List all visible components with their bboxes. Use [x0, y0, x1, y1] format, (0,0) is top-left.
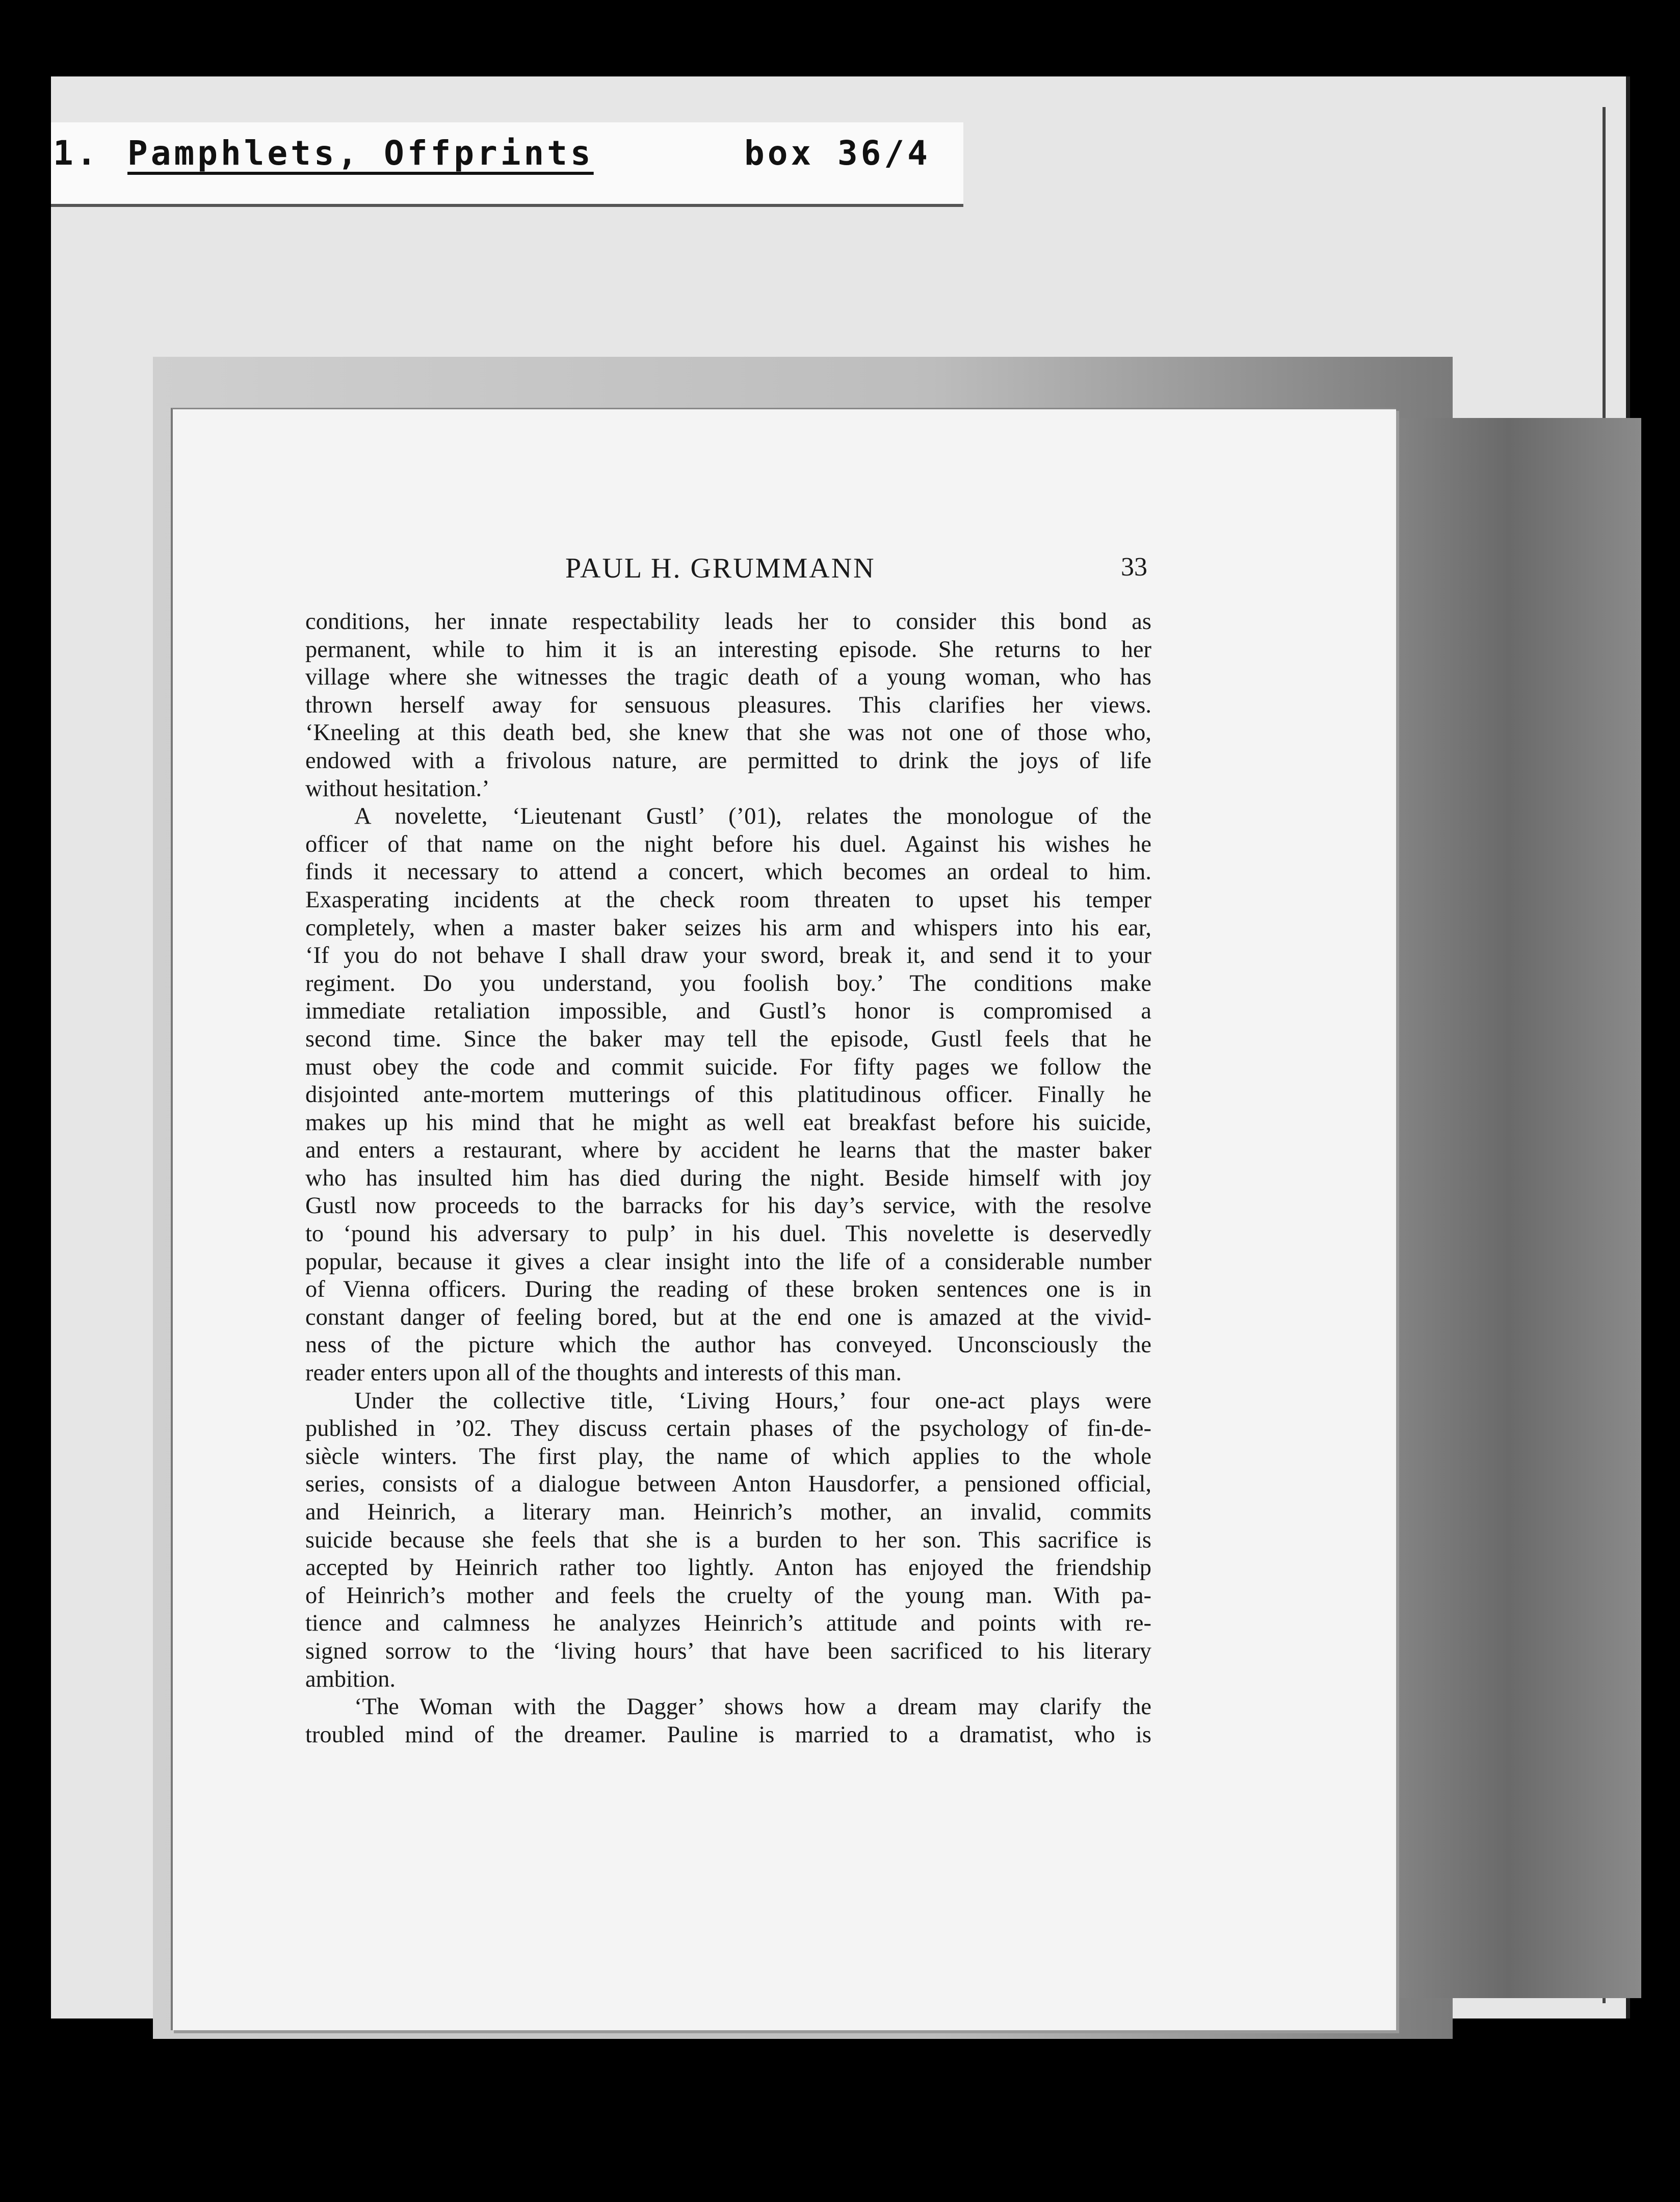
text-line: of Heinrich’s mother and feels the cruelty of the young man. With pa-: [305, 1582, 1151, 1609]
text-line: Gustl now proceeds to the barracks for his day’s service, with the resolve: [305, 1193, 1151, 1219]
text-line: reader enters upon all of the thoughts and interests of this man.: [305, 1360, 902, 1386]
text-line: published in ’02. They discuss certain phases of the psychology of fin-de-: [305, 1415, 1151, 1442]
text-line: immediate retaliation impossible, and Gustl’s honor is compromised a: [305, 998, 1151, 1025]
text-line: to ‘pound his adversary to pulp’ in his duel. This novelette is deservedly: [305, 1221, 1151, 1247]
running-head: [173, 552, 1396, 593]
text-line: troubled mind of the dreamer. Pauline is married to a dramatist, who is: [305, 1721, 1151, 1748]
text-line: endowed with a frivolous nature, are permitted to drink the joys of life: [305, 747, 1151, 774]
body-text: [305, 608, 1151, 1749]
text-line: suicide because she feels that she is a burden to her son. This sacrifice is: [305, 1527, 1151, 1553]
text-line: and Heinrich, a literary man. Heinrich’s mother, an invalid, commits: [305, 1499, 1151, 1525]
text-line: A novelette, ‘Lieutenant Gustl’ (’01), relates the monologue of the: [354, 803, 1151, 830]
text-line: ‘Kneeling at this death bed, she knew that she was not one of those who,: [305, 720, 1151, 746]
printed-page: [171, 408, 1396, 2030]
archive-label-box: box 36/4: [744, 134, 931, 173]
text-line: popular, because it gives a clear insight into the life of a considerable number: [305, 1248, 1151, 1275]
text-line: ‘If you do not behave I shall draw your sword, break it, and send it to your: [305, 942, 1151, 969]
text-line: tience and calmness he analyzes Heinrich’s attitude and points with re-: [305, 1610, 1151, 1637]
text-line: constant danger of feeling bored, but at the end one is amazed at the vivid-: [305, 1304, 1151, 1330]
text-line: must obey the code and commit suicide. For fifty pages we follow the: [305, 1054, 1151, 1080]
page-number: 33: [1121, 553, 1147, 582]
text-line: of Vienna officers. During the reading of these broken sentences one is in: [305, 1276, 1151, 1303]
text-line: without hesitation.’: [305, 775, 490, 802]
text-line: thrown herself away for sensuous pleasures. This clarifies her views.: [305, 692, 1151, 718]
archive-label-category: Pamphlets, Offprints: [127, 134, 594, 173]
text-line: officer of that name on the night before his duel. Against his wishes he: [305, 831, 1151, 857]
shadow-mount-right: [1376, 418, 1641, 1998]
text-line: siècle winters. The first play, the name of which applies to the whole: [305, 1443, 1151, 1470]
text-line: ness of the picture which the author has conveyed. Unconsciously the: [305, 1332, 1151, 1358]
text-line: village where she witnesses the tragic death of a young woman, who has: [305, 664, 1151, 691]
text-line: finds it necessary to attend a concert, which becomes an ordeal to him.: [305, 859, 1151, 885]
text-line: makes up his mind that he might as well eat breakfast before his suicide,: [305, 1109, 1151, 1136]
text-line: who has insulted him has died during the night. Beside himself with joy: [305, 1165, 1151, 1191]
text-line: Under the collective title, ‘Living Hours,’ four one-act plays were: [354, 1387, 1151, 1414]
text-line: disjointed ante-mortem mutterings of this platitudinous officer. Finally he: [305, 1082, 1151, 1108]
text-line: and enters a restaurant, where by accident he learns that the master baker: [305, 1137, 1151, 1164]
text-line: regiment. Do you understand, you foolish boy.’ The conditions make: [305, 970, 1151, 997]
text-line: accepted by Heinrich rather too lightly. Anton has enjoyed the friendship: [305, 1555, 1151, 1581]
running-head-title: PAUL H. GRUMMANN: [565, 553, 876, 584]
archive-label-number: 1.: [53, 134, 100, 173]
text-line: completely, when a master baker seizes his arm and whispers into his ear,: [305, 914, 1151, 941]
text-line: signed sorrow to the ‘living hours’ that have been sacrificed to his literary: [305, 1638, 1151, 1664]
text-line: Exasperating incidents at the check room threaten to upset his temper: [305, 886, 1151, 913]
text-line: permanent, while to him it is an interesting episode. She returns to her: [305, 636, 1151, 663]
text-line: ambition.: [305, 1666, 396, 1692]
text-line: conditions, her innate respectability leads her to consider this bond as: [305, 609, 1151, 635]
text-line: second time. Since the baker may tell the episode, Gustl feels that he: [305, 1026, 1151, 1052]
text-line: ‘The Woman with the Dagger’ shows how a dream may clarify the: [354, 1694, 1151, 1720]
text-line: series, consists of a dialogue between Anton Hausdorfer, a pensioned official,: [305, 1471, 1151, 1498]
